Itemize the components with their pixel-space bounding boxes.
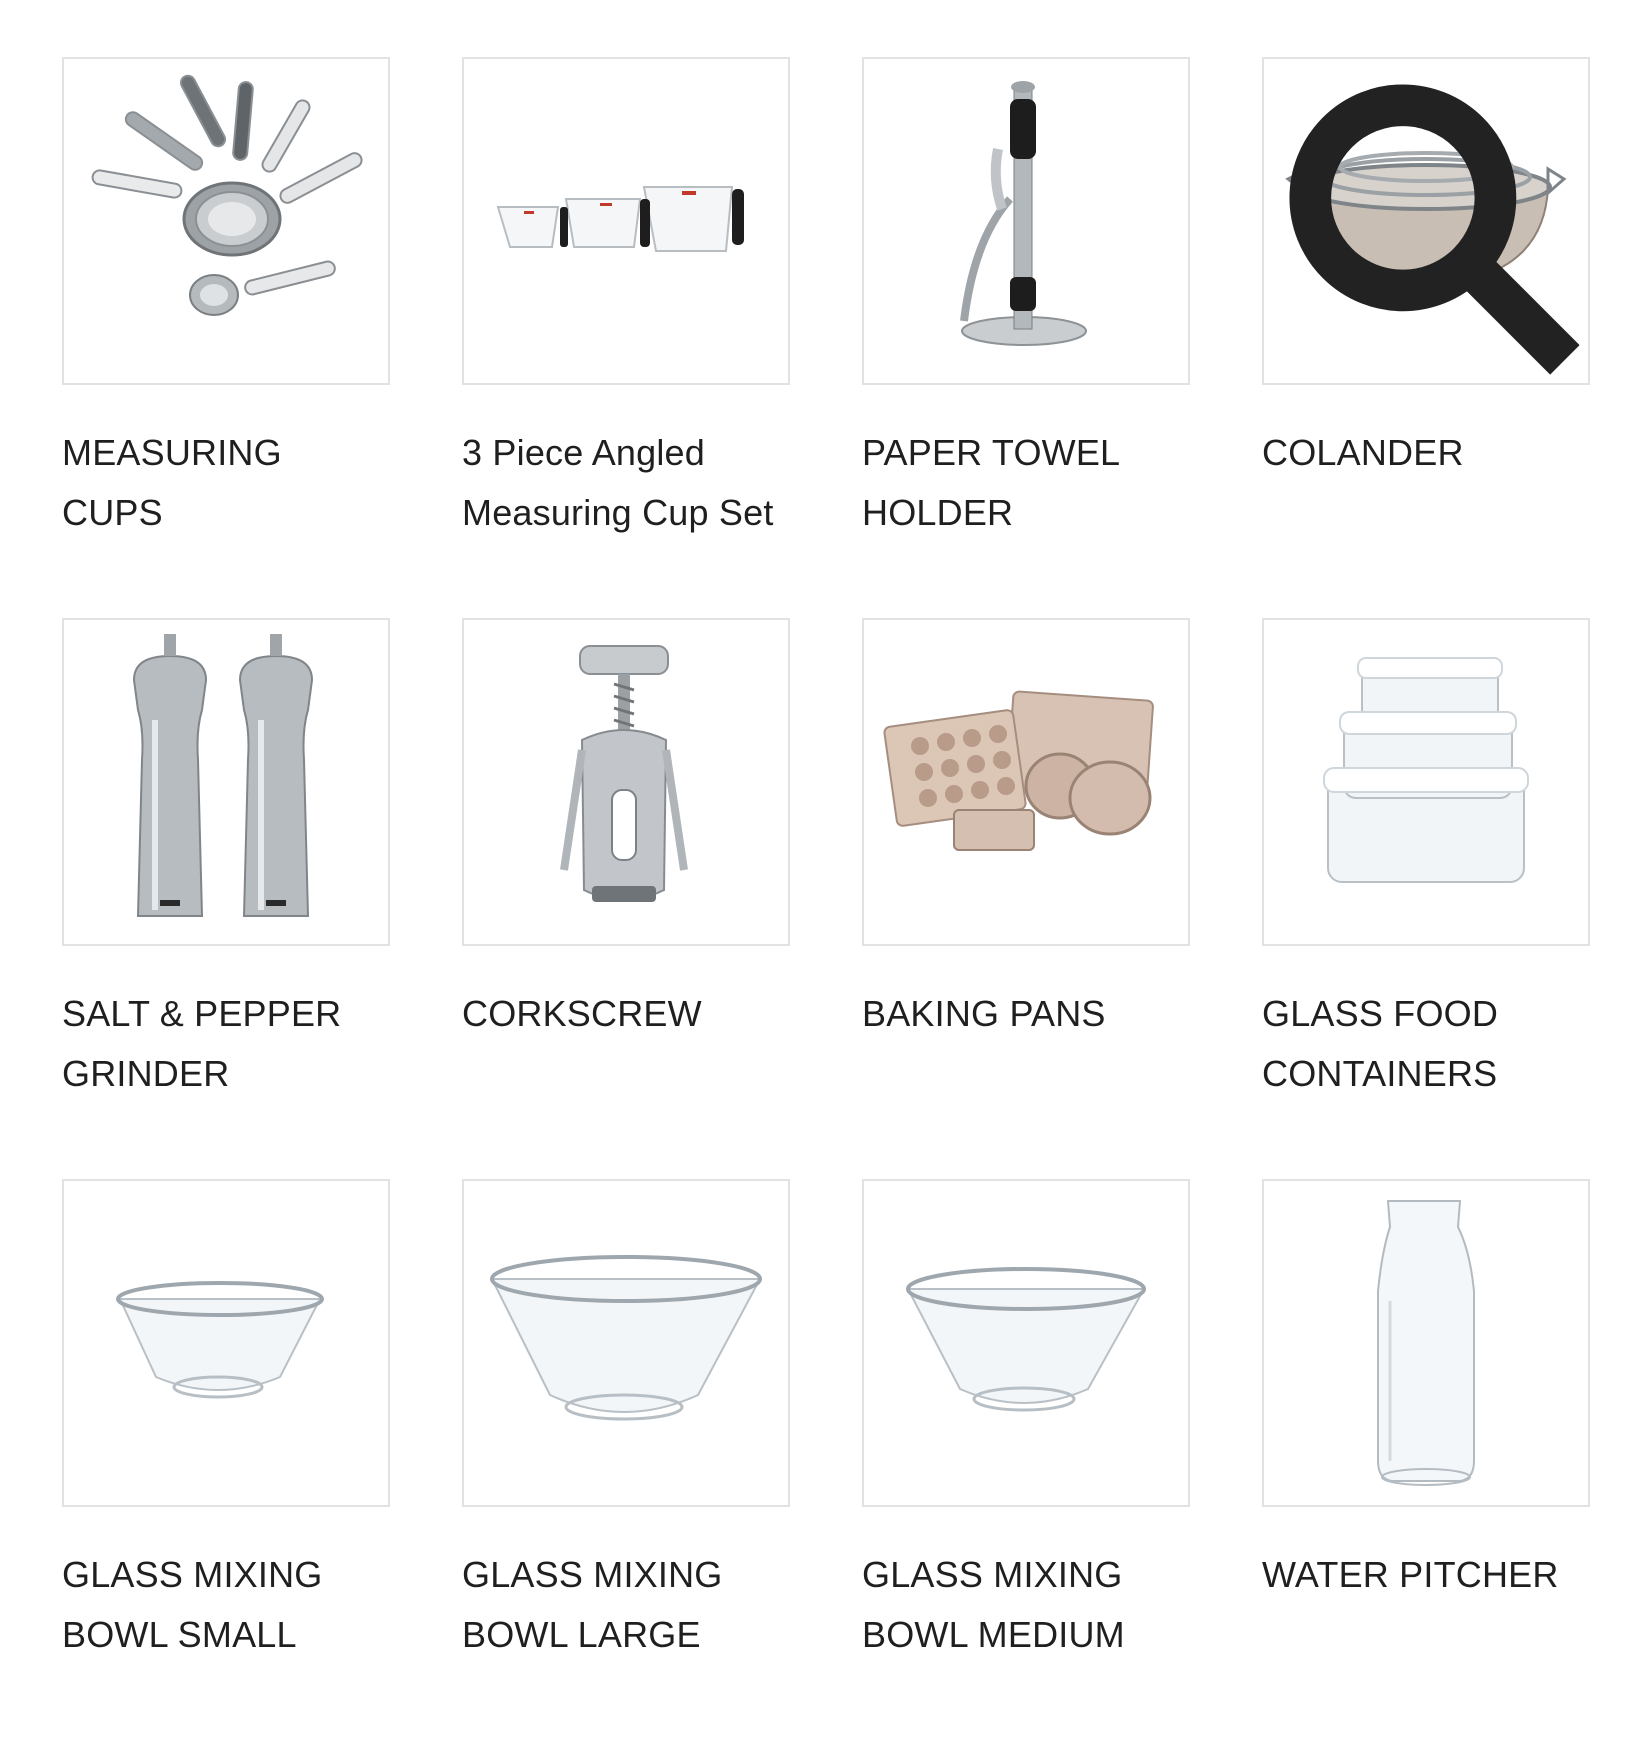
- product-card-measuring-cups[interactable]: [62, 57, 390, 618]
- product-image-angled-measuring-cups[interactable]: [462, 57, 790, 385]
- product-image-corkscrew[interactable]: [462, 618, 790, 946]
- corkscrew-image: [464, 620, 788, 944]
- product-image-salt-pepper-grinder[interactable]: [62, 618, 390, 946]
- product-card-glass-bowl-large[interactable]: [462, 1179, 790, 1740]
- product-image-glass-bowl-large[interactable]: [462, 1179, 790, 1507]
- product-title[interactable]: GLASS MIXING BOWL SMALL: [62, 1554, 323, 1655]
- product-title[interactable]: WATER PITCHER: [1262, 1554, 1559, 1595]
- glass-bowl-large-image: [464, 1181, 788, 1505]
- product-image-paper-towel-holder[interactable]: [862, 57, 1190, 385]
- product-card-angled-measuring-cups[interactable]: [462, 57, 790, 618]
- product-title[interactable]: BAKING PANS: [862, 993, 1106, 1034]
- product-image-glass-food-containers[interactable]: [1262, 618, 1590, 946]
- product-title[interactable]: MEASURING CUPS: [62, 432, 282, 533]
- water-pitcher-image: [1264, 1181, 1588, 1505]
- angled-measuring-cups-image: [464, 59, 788, 383]
- product-card-baking-pans[interactable]: [862, 618, 1190, 1179]
- product-card-glass-bowl-small[interactable]: [62, 1179, 390, 1740]
- product-card-glass-bowl-medium[interactable]: [862, 1179, 1190, 1740]
- paper-towel-holder-image: [864, 59, 1188, 383]
- product-card-salt-pepper-grinder[interactable]: [62, 618, 390, 1179]
- product-title[interactable]: GLASS FOOD CONTAINERS: [1262, 993, 1499, 1094]
- product-title[interactable]: 3 Piece Angled Measuring Cup Set: [462, 432, 774, 533]
- baking-pans-image: [864, 620, 1188, 944]
- magnifier-icon[interactable]: [1264, 59, 1588, 383]
- product-image-water-pitcher[interactable]: [1262, 1179, 1590, 1507]
- product-image-measuring-cups[interactable]: [62, 57, 390, 385]
- product-grid: [62, 57, 1590, 1740]
- glass-food-containers-image: [1264, 620, 1588, 944]
- product-title[interactable]: GLASS MIXING BOWL MEDIUM: [862, 1554, 1125, 1655]
- salt-pepper-grinder-image: [64, 620, 388, 944]
- product-image-glass-bowl-medium[interactable]: [862, 1179, 1190, 1507]
- product-card-corkscrew[interactable]: [462, 618, 790, 1179]
- product-image-colander[interactable]: [1262, 57, 1590, 385]
- product-title[interactable]: PAPER TOWEL HOLDER: [862, 432, 1119, 533]
- glass-bowl-medium-image: [864, 1181, 1188, 1505]
- product-title[interactable]: GLASS MIXING BOWL LARGE: [462, 1554, 723, 1655]
- product-title[interactable]: COLANDER: [1262, 432, 1464, 473]
- glass-bowl-small-image: [64, 1181, 388, 1505]
- product-card-paper-towel-holder[interactable]: [862, 57, 1190, 618]
- measuring-cups-image: [64, 59, 388, 383]
- product-image-glass-bowl-small[interactable]: [62, 1179, 390, 1507]
- product-card-water-pitcher[interactable]: [1262, 1179, 1590, 1740]
- product-card-colander[interactable]: [1262, 57, 1590, 618]
- product-card-glass-food-containers[interactable]: [1262, 618, 1590, 1179]
- product-image-baking-pans[interactable]: [862, 618, 1190, 946]
- product-title[interactable]: SALT & PEPPER GRINDER: [62, 993, 342, 1094]
- product-title[interactable]: CORKSCREW: [462, 993, 702, 1034]
